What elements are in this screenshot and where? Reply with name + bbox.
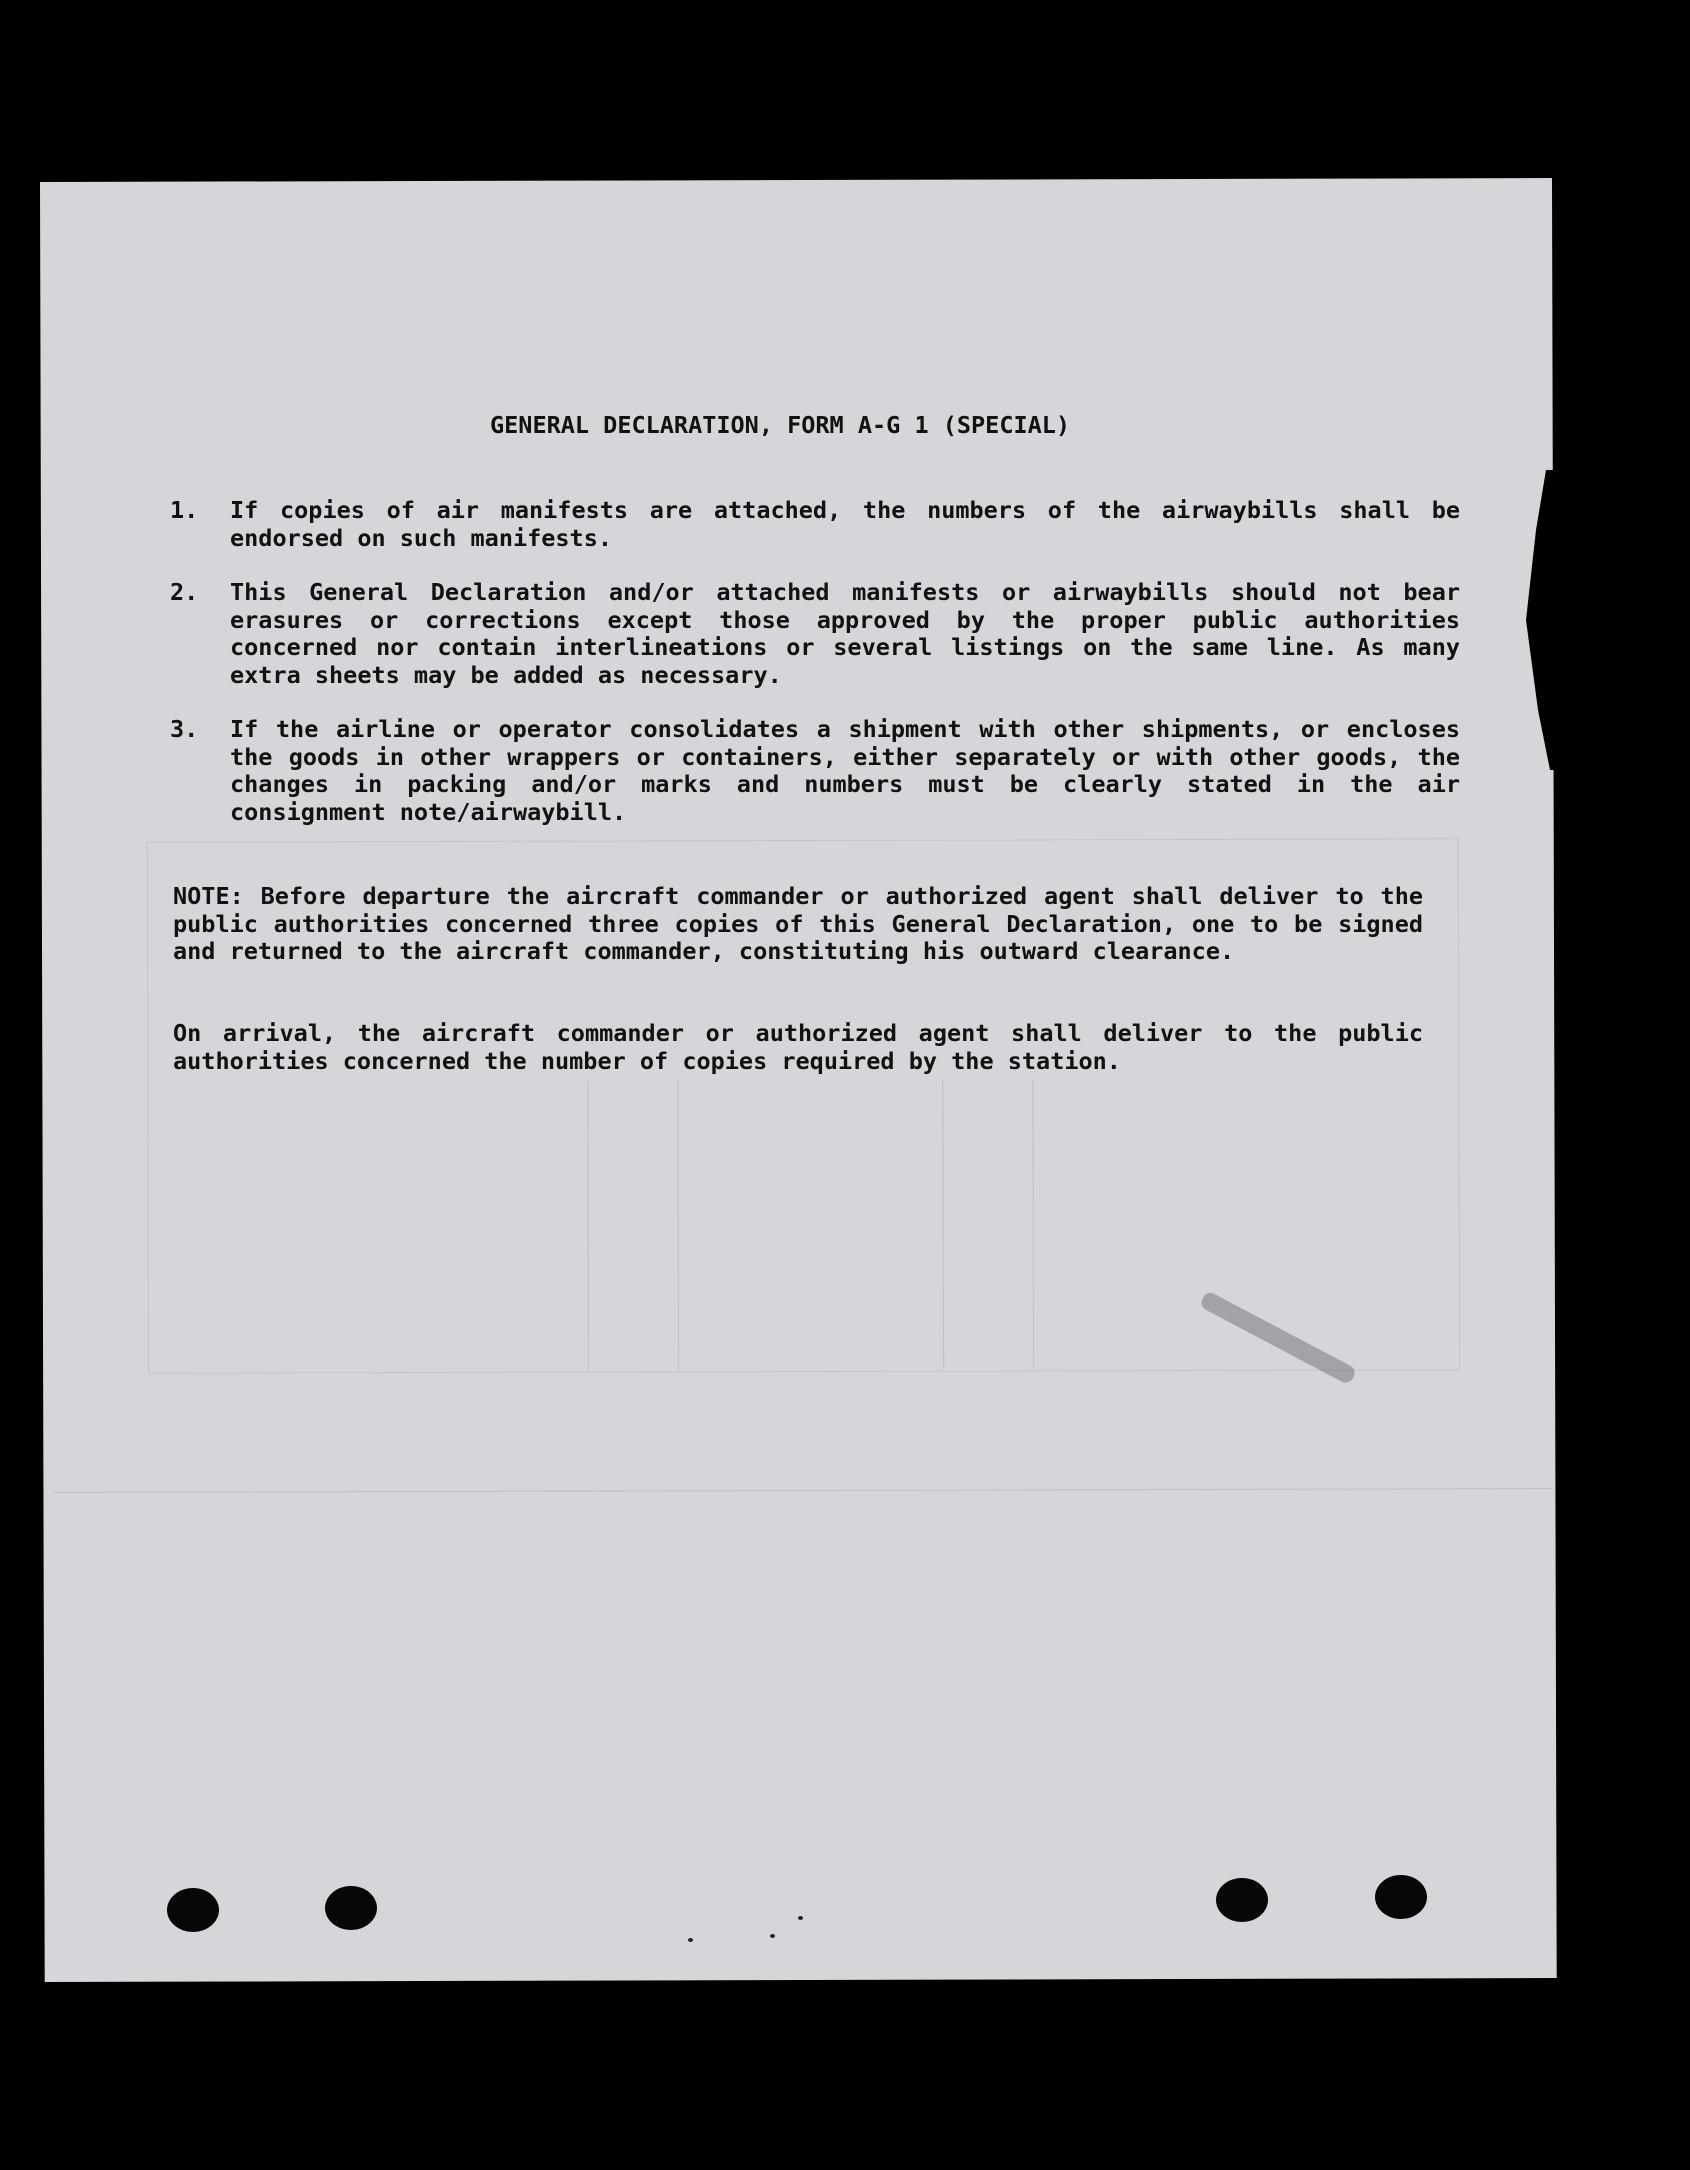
punch-hole [1375, 1875, 1427, 1919]
paper-speck [798, 1916, 803, 1920]
item-text: If the airline or operator consolidates a shipment with other shipments, or encloses the goods in other wrappers or containers, either separately or with other goods, the changes in packing and/or marks and numbers must be clearly stated in the air consignment note/airwaybill. [230, 715, 1460, 826]
paper-speck [688, 1938, 693, 1942]
item-text: This General Declaration and/or attached manifests or airwaybills should not bear erasures or corrections except those approved by the proper public authorities concerned nor contain interlineations or several listings on the same line. As many extra sheets may be added as necessary. [230, 578, 1460, 689]
arrival-paragraph: On arrival, the aircraft commander or authorized agent shall deliver to the public authorities concerned the number of copies required by the station. [173, 1019, 1423, 1075]
item-text: If copies of air manifests are attached, the numbers of the airwaybills shall be endorsed on such manifests. [230, 496, 1460, 552]
punch-hole [167, 1888, 219, 1932]
document-title: GENERAL DECLARATION, FORM A-G 1 (SPECIAL) [490, 411, 1071, 439]
bleed-through-line [53, 1488, 1553, 1493]
note-paragraph: NOTE: Before departure the aircraft commander or authorized agent shall deliver to the public authorities concerned three copies of this General Declaration, one to be signed and returned to the aircraft commander, constituting his outward clearance. [173, 882, 1423, 965]
punch-hole [325, 1886, 377, 1930]
item-number: 3. [170, 715, 199, 743]
item-number: 1. [170, 496, 199, 524]
punch-hole [1216, 1878, 1268, 1922]
paper-speck [770, 1934, 775, 1938]
item-number: 2. [170, 578, 199, 606]
document-page [40, 178, 1557, 1982]
